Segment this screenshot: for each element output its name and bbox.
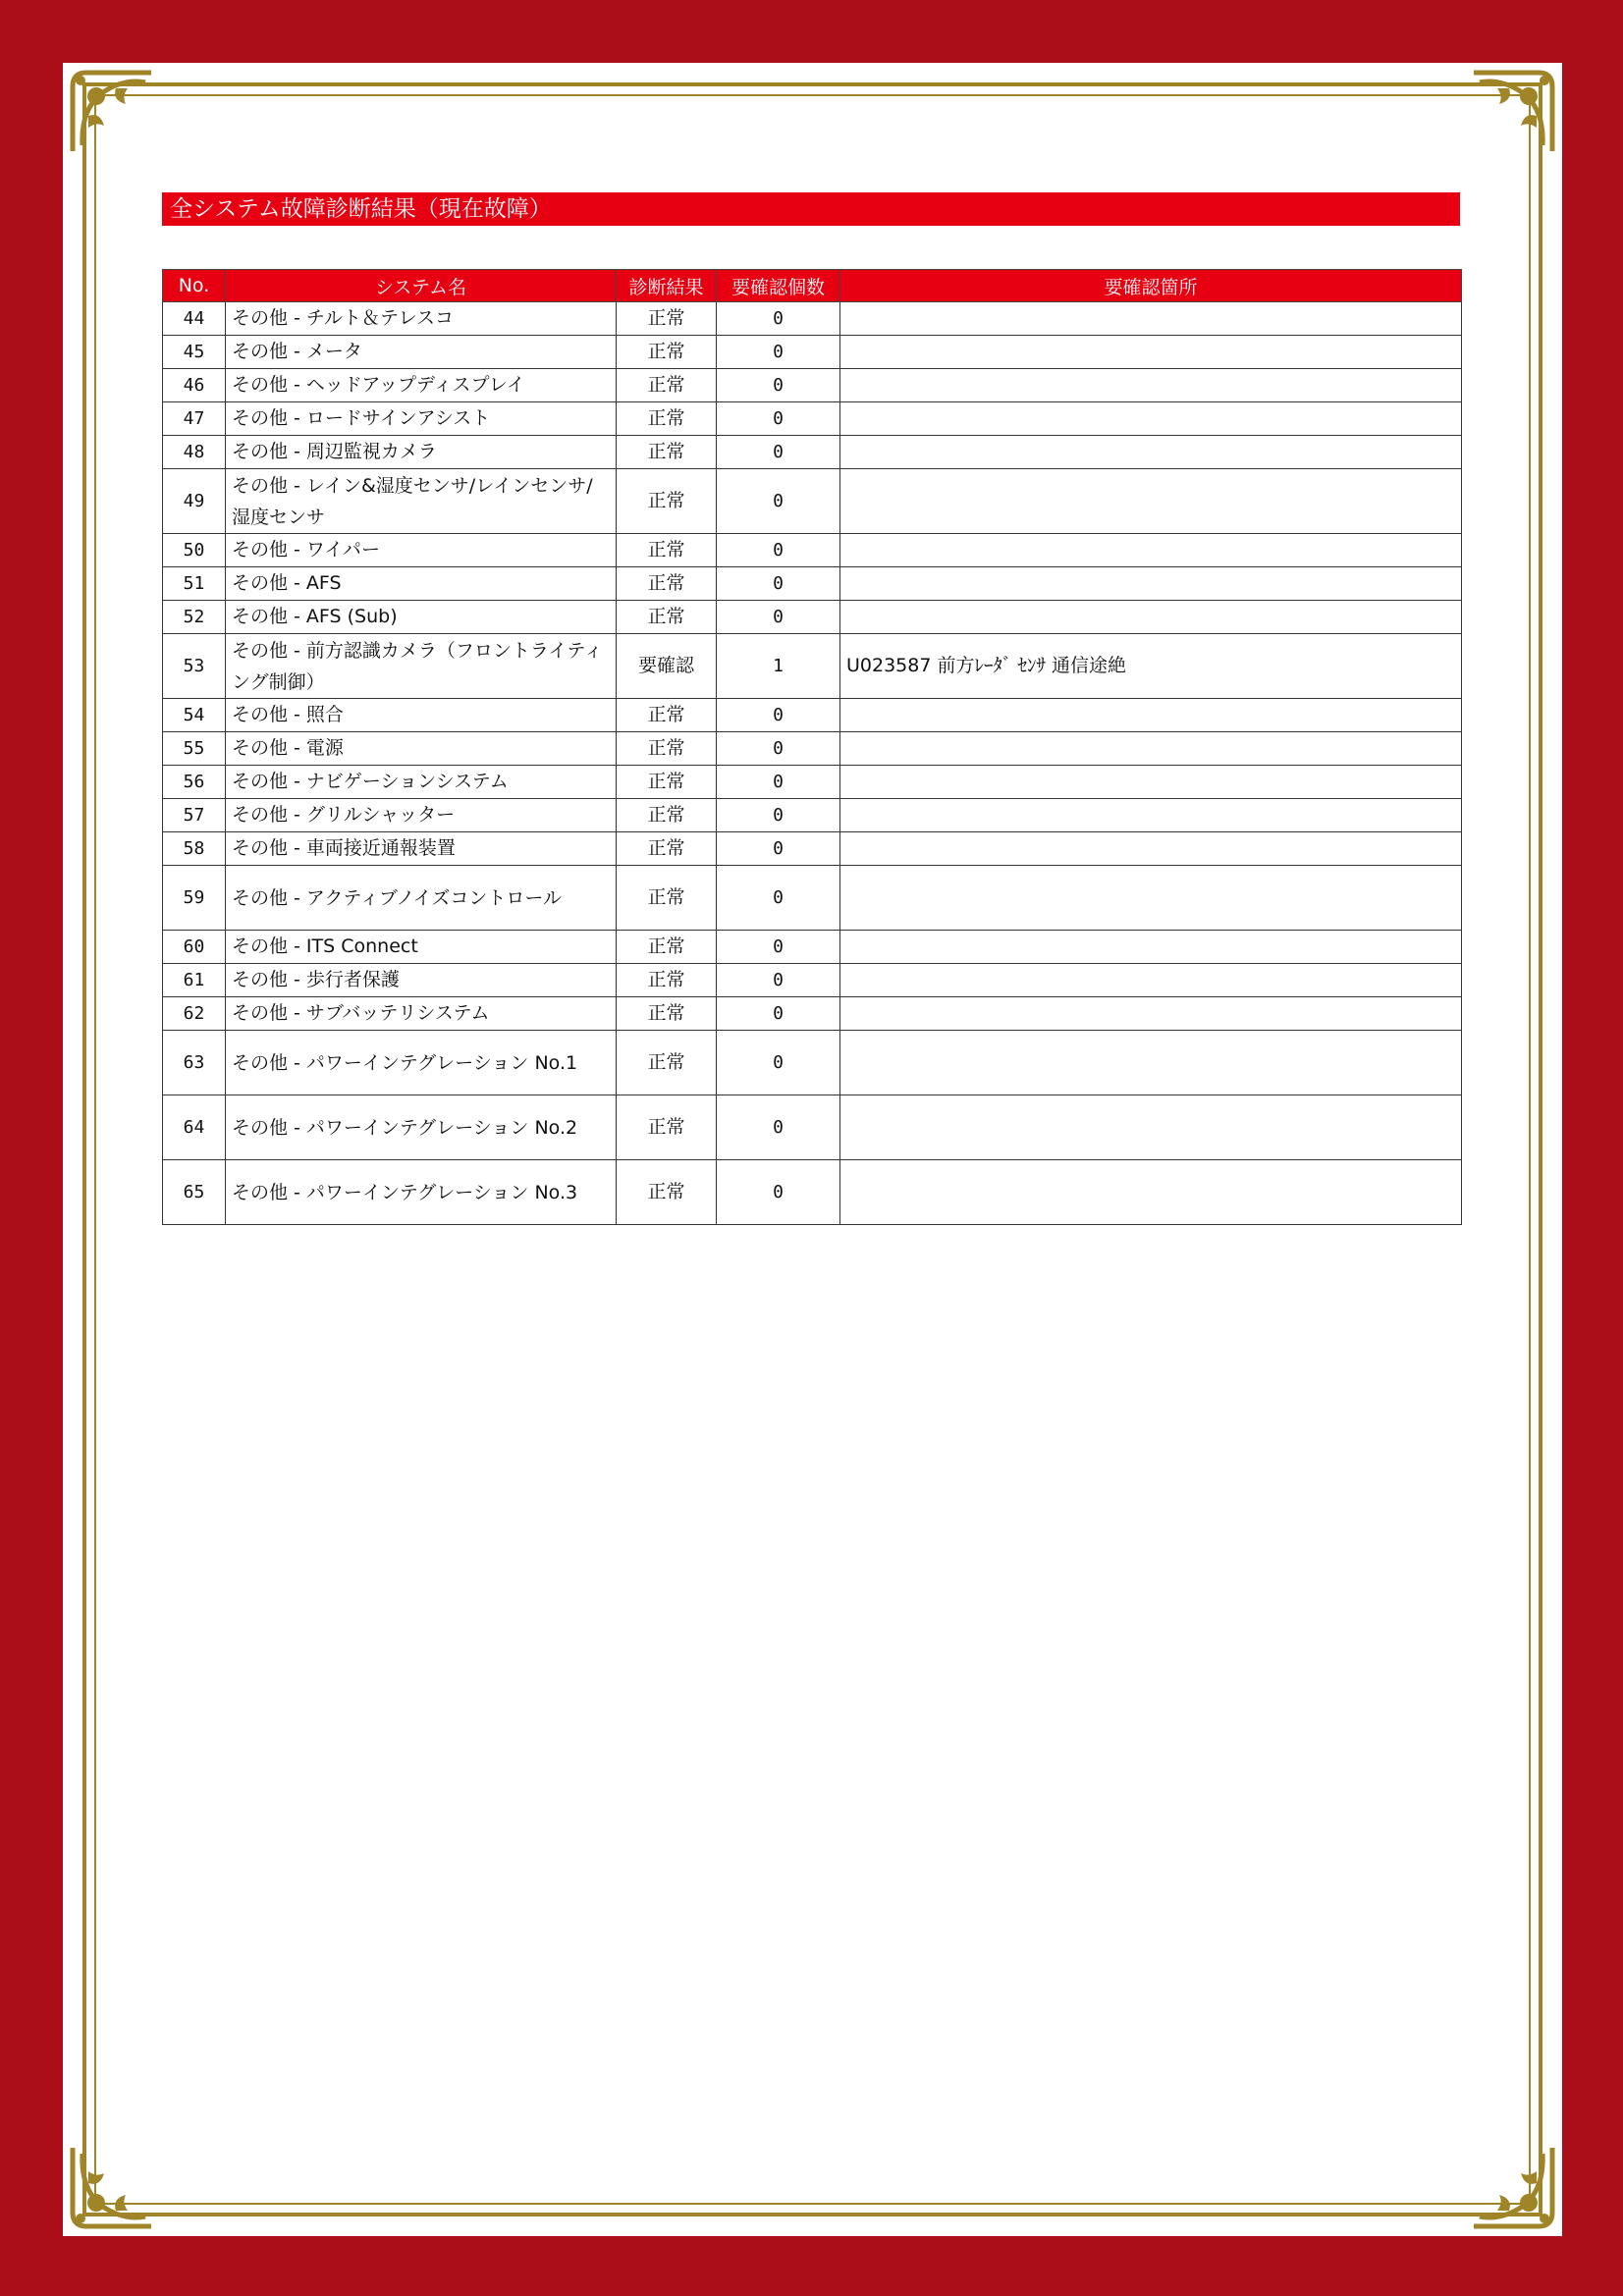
check-location xyxy=(840,601,1462,634)
table-row xyxy=(163,766,1462,799)
diagnosis-result: 正常 xyxy=(617,832,717,866)
system-name: その他 - ヘッドアップディスプレイ xyxy=(226,369,617,402)
row-number: 64 xyxy=(163,1095,226,1160)
system-name: その他 - メータ xyxy=(226,336,617,369)
system-name: その他 - ワイパー xyxy=(226,534,617,567)
corner-ornament-icon xyxy=(67,67,157,157)
diagnosis-result: 正常 xyxy=(617,1160,717,1225)
check-count: 0 xyxy=(717,997,840,1031)
system-name: その他 - AFS (Sub) xyxy=(226,601,617,634)
table-row xyxy=(163,634,1462,699)
system-name: その他 - グリルシャッター xyxy=(226,799,617,832)
check-count: 0 xyxy=(717,1031,840,1095)
check-count: 0 xyxy=(717,567,840,601)
diagnosis-result: 正常 xyxy=(617,336,717,369)
check-count: 0 xyxy=(717,469,840,534)
row-number: 60 xyxy=(163,931,226,964)
diagnosis-result: 正常 xyxy=(617,567,717,601)
system-name: その他 - 前方認識カメラ（フロントライティング制御） xyxy=(226,634,617,699)
diagnosis-result: 正常 xyxy=(617,436,717,469)
table-row xyxy=(163,534,1462,567)
check-location xyxy=(840,336,1462,369)
system-name: その他 - ITS Connect xyxy=(226,931,617,964)
table-row xyxy=(163,402,1462,436)
table-header-row xyxy=(163,270,1462,302)
table-row xyxy=(163,997,1462,1031)
row-number: 46 xyxy=(163,369,226,402)
system-name: その他 - 車両接近通報装置 xyxy=(226,832,617,866)
table-row xyxy=(163,732,1462,766)
system-name: その他 - 電源 xyxy=(226,732,617,766)
check-location xyxy=(840,866,1462,931)
row-number: 47 xyxy=(163,402,226,436)
table-row xyxy=(163,1160,1462,1225)
system-name: その他 - サブバッテリシステム xyxy=(226,997,617,1031)
check-count: 0 xyxy=(717,866,840,931)
system-name: その他 - チルト＆テレスコ xyxy=(226,302,617,336)
check-location xyxy=(840,1160,1462,1225)
diagnosis-result: 正常 xyxy=(617,866,717,931)
row-number: 59 xyxy=(163,866,226,931)
check-count: 0 xyxy=(717,302,840,336)
corner-ornament-icon xyxy=(1468,2142,1558,2232)
check-count: 0 xyxy=(717,601,840,634)
check-count: 0 xyxy=(717,1095,840,1160)
check-location xyxy=(840,931,1462,964)
row-number: 52 xyxy=(163,601,226,634)
check-location xyxy=(840,369,1462,402)
row-number: 58 xyxy=(163,832,226,866)
check-location xyxy=(840,997,1462,1031)
check-location xyxy=(840,832,1462,866)
check-count: 0 xyxy=(717,964,840,997)
diagnosis-result: 正常 xyxy=(617,997,717,1031)
system-name: その他 - ロードサインアシスト xyxy=(226,402,617,436)
row-number: 48 xyxy=(163,436,226,469)
row-number: 65 xyxy=(163,1160,226,1225)
row-number: 49 xyxy=(163,469,226,534)
table-row xyxy=(163,567,1462,601)
diagnosis-result: 正常 xyxy=(617,799,717,832)
system-name: その他 - パワーインテグレーション No.2 xyxy=(226,1095,617,1160)
header-result: 診断結果 xyxy=(617,270,717,302)
table-row xyxy=(163,436,1462,469)
check-count: 0 xyxy=(717,1160,840,1225)
header-no: No. xyxy=(163,270,226,302)
row-number: 57 xyxy=(163,799,226,832)
check-location xyxy=(840,302,1462,336)
check-location xyxy=(840,766,1462,799)
system-name: その他 - レイン&湿度センサ/レインセンサ/湿度センサ xyxy=(226,469,617,534)
diagnosis-result: 正常 xyxy=(617,369,717,402)
check-count: 0 xyxy=(717,436,840,469)
check-location xyxy=(840,964,1462,997)
table-row xyxy=(163,931,1462,964)
row-number: 61 xyxy=(163,964,226,997)
check-count: 0 xyxy=(717,369,840,402)
diagnosis-result: 正常 xyxy=(617,402,717,436)
diagnosis-result: 正常 xyxy=(617,766,717,799)
check-location xyxy=(840,699,1462,732)
check-location xyxy=(840,732,1462,766)
system-name: その他 - パワーインテグレーション No.3 xyxy=(226,1160,617,1225)
row-number: 45 xyxy=(163,336,226,369)
table-row xyxy=(163,699,1462,732)
row-number: 54 xyxy=(163,699,226,732)
table-row xyxy=(163,832,1462,866)
check-location xyxy=(840,1095,1462,1160)
diagnosis-result: 正常 xyxy=(617,699,717,732)
diagnosis-result: 正常 xyxy=(617,469,717,534)
check-location xyxy=(840,799,1462,832)
check-location xyxy=(840,469,1462,534)
header-system-name: システム名 xyxy=(226,270,617,302)
diagnosis-result: 正常 xyxy=(617,1095,717,1160)
system-name: その他 - 周辺監視カメラ xyxy=(226,436,617,469)
row-number: 55 xyxy=(163,732,226,766)
report-page xyxy=(63,63,1562,2236)
table-row xyxy=(163,866,1462,931)
table-row xyxy=(163,369,1462,402)
row-number: 56 xyxy=(163,766,226,799)
check-location xyxy=(840,402,1462,436)
diagnosis-result: 正常 xyxy=(617,601,717,634)
row-number: 50 xyxy=(163,534,226,567)
check-count: 0 xyxy=(717,402,840,436)
diagnosis-result: 正常 xyxy=(617,1031,717,1095)
table-row xyxy=(163,1095,1462,1160)
diagnosis-result: 要確認 xyxy=(617,634,717,699)
check-count: 0 xyxy=(717,799,840,832)
header-check-count: 要確認個数 xyxy=(717,270,840,302)
system-name: その他 - 照合 xyxy=(226,699,617,732)
diagnosis-result: 正常 xyxy=(617,931,717,964)
table-row xyxy=(163,302,1462,336)
table-row xyxy=(163,601,1462,634)
row-number: 44 xyxy=(163,302,226,336)
row-number: 63 xyxy=(163,1031,226,1095)
check-location xyxy=(840,567,1462,601)
system-name: その他 - ナビゲーションシステム xyxy=(226,766,617,799)
row-number: 62 xyxy=(163,997,226,1031)
table-row xyxy=(163,799,1462,832)
section-title: 全システム故障診断結果（現在故障） xyxy=(162,192,1460,226)
check-count: 0 xyxy=(717,832,840,866)
diagnosis-result: 正常 xyxy=(617,534,717,567)
system-name: その他 - AFS xyxy=(226,567,617,601)
check-count: 0 xyxy=(717,534,840,567)
diagnosis-result: 正常 xyxy=(617,964,717,997)
check-count: 0 xyxy=(717,766,840,799)
corner-ornament-icon xyxy=(67,2142,157,2232)
check-location: U023587 前方ﾚｰﾀﾞ ｾﾝｻ 通信途絶 xyxy=(840,634,1462,699)
corner-ornament-icon xyxy=(1468,67,1558,157)
row-number: 51 xyxy=(163,567,226,601)
check-location xyxy=(840,436,1462,469)
table-row xyxy=(163,964,1462,997)
check-location xyxy=(840,534,1462,567)
check-count: 0 xyxy=(717,699,840,732)
check-location xyxy=(840,1031,1462,1095)
row-number: 53 xyxy=(163,634,226,699)
table-row xyxy=(163,1031,1462,1095)
check-count: 1 xyxy=(717,634,840,699)
check-count: 0 xyxy=(717,931,840,964)
diagnosis-table xyxy=(162,269,1462,1225)
check-count: 0 xyxy=(717,732,840,766)
header-check-location: 要確認箇所 xyxy=(840,270,1462,302)
table-row xyxy=(163,336,1462,369)
diagnosis-result: 正常 xyxy=(617,302,717,336)
check-count: 0 xyxy=(717,336,840,369)
system-name: その他 - 歩行者保護 xyxy=(226,964,617,997)
diagnosis-result: 正常 xyxy=(617,732,717,766)
system-name: その他 - アクティブノイズコントロール xyxy=(226,866,617,931)
table-row xyxy=(163,469,1462,534)
system-name: その他 - パワーインテグレーション No.1 xyxy=(226,1031,617,1095)
